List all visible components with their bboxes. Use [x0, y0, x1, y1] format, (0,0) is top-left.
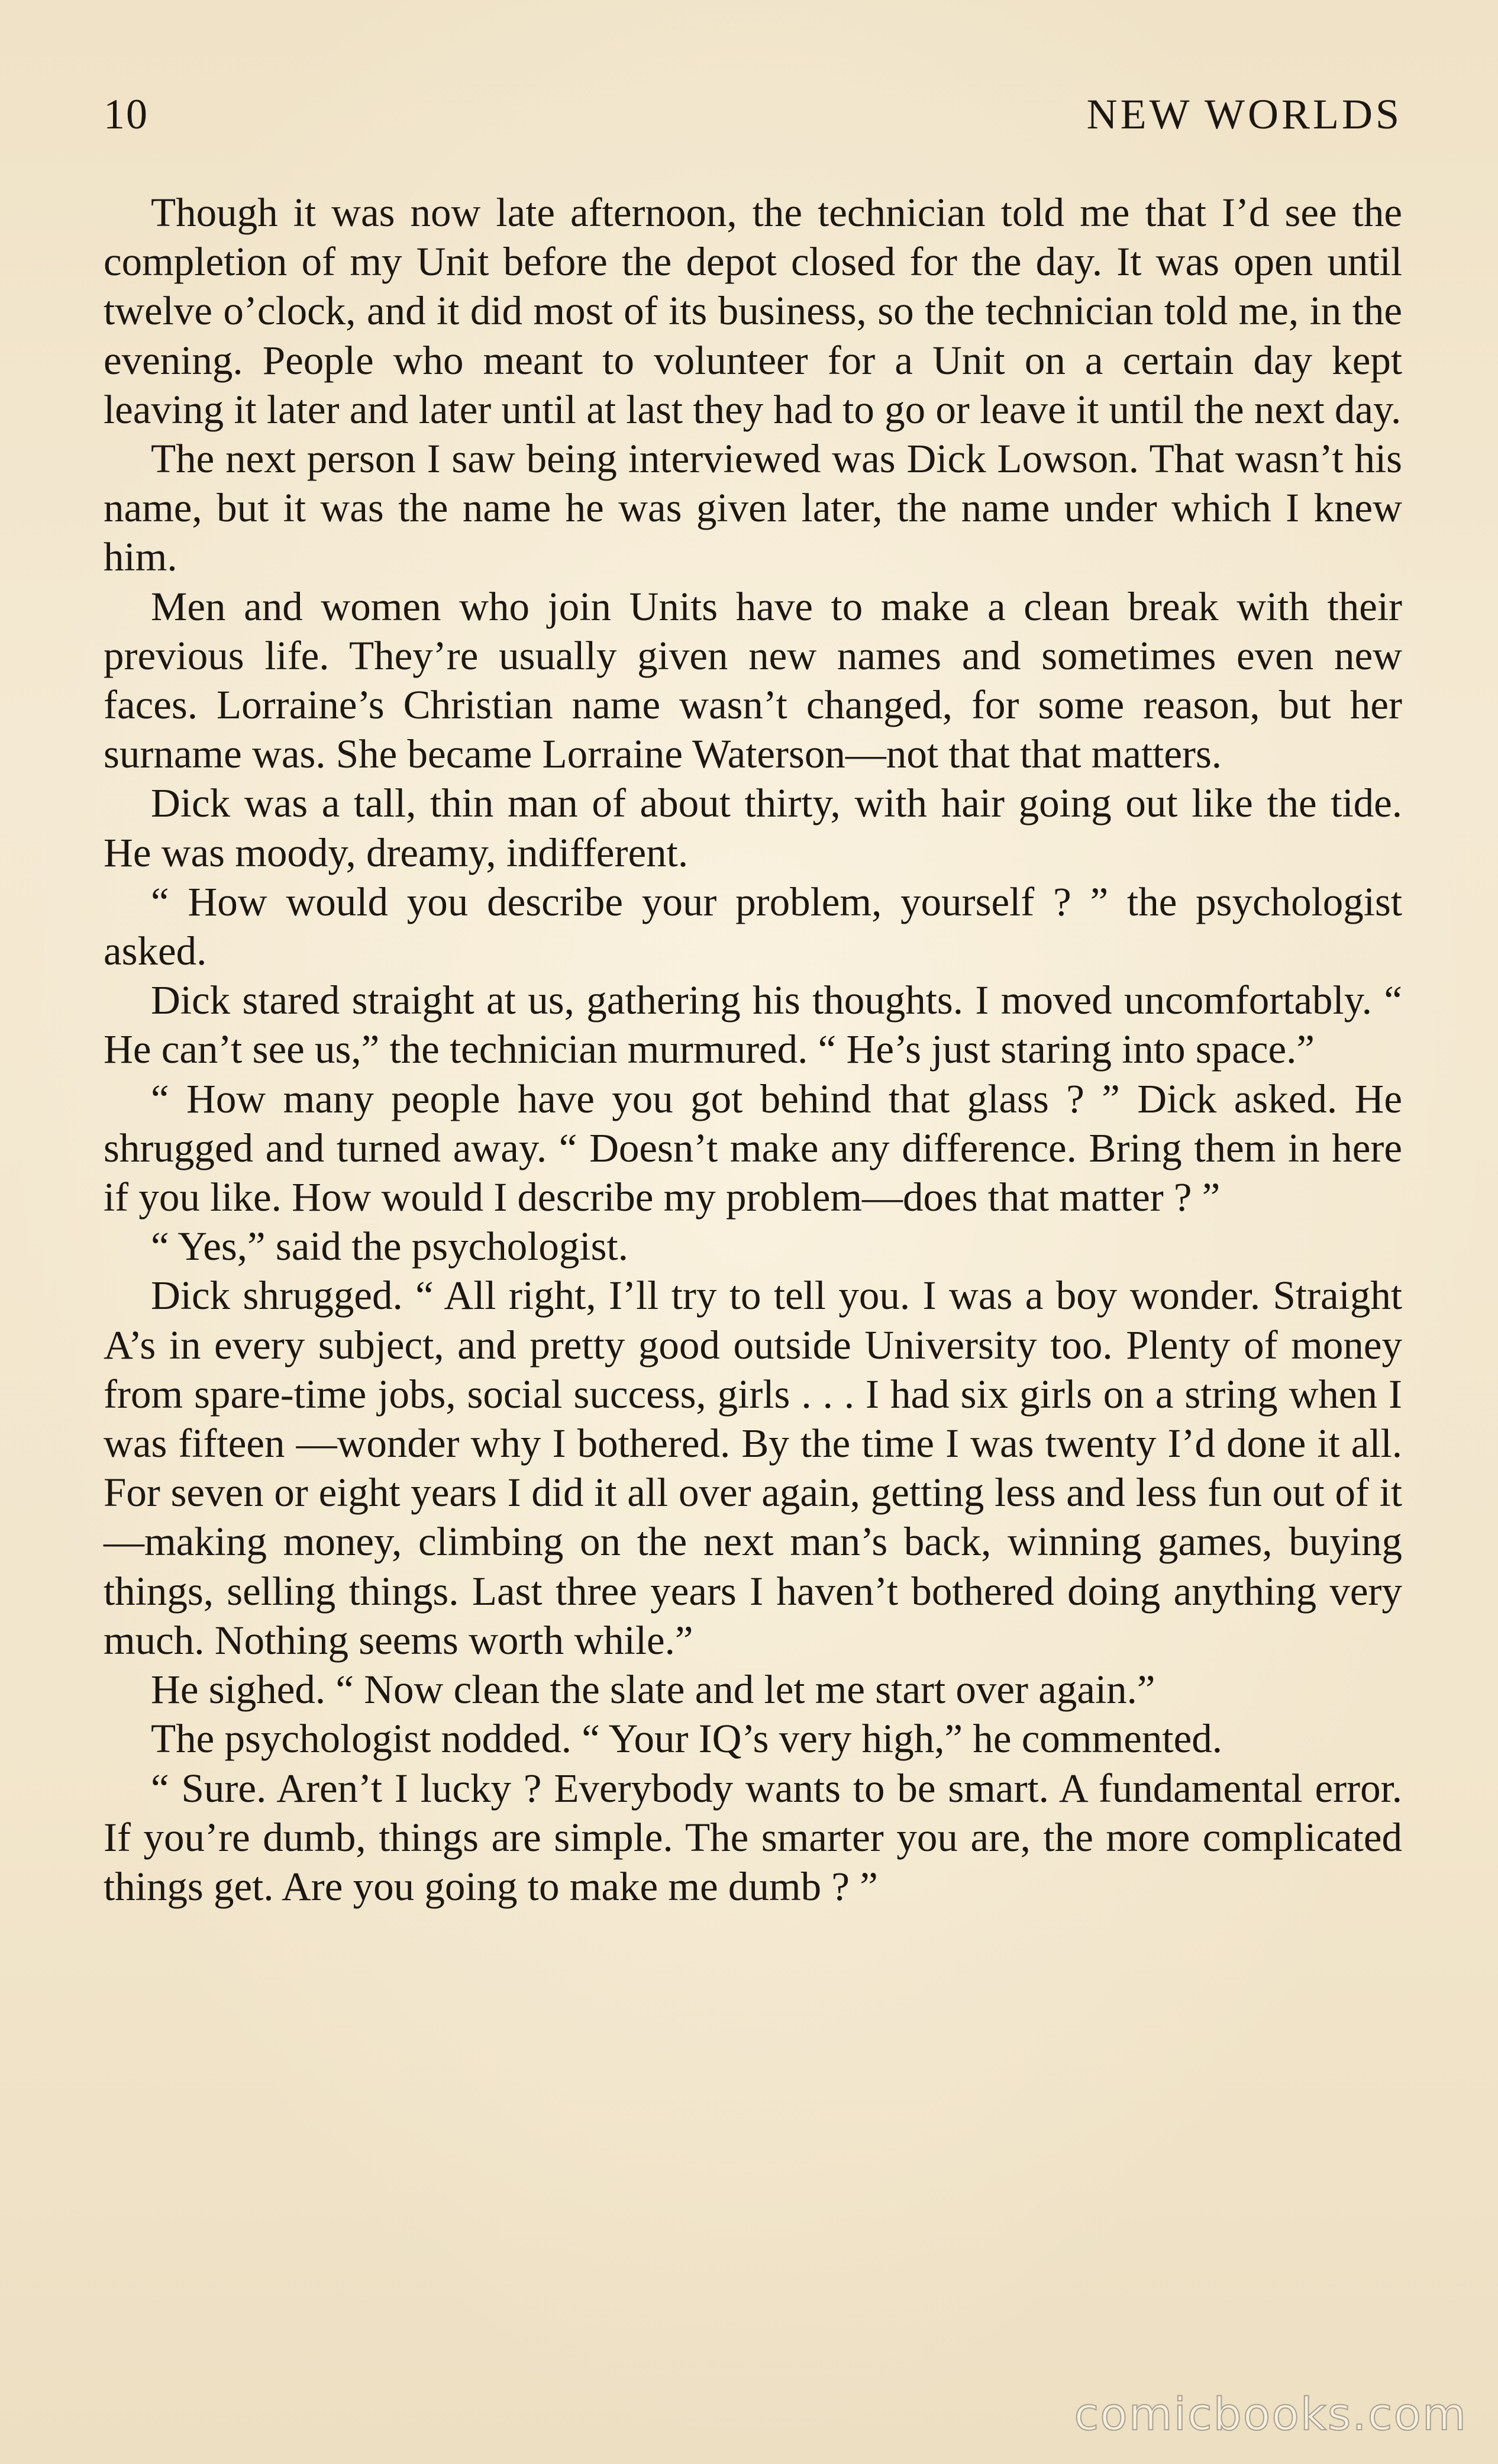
running-title: NEW WORLDS	[1086, 91, 1402, 138]
paragraph: Dick stared straight at us, gathering his thoughts. I moved uncomfortably. “ He can’t see us,” the technician murmured. “ He’s just staring into space.”	[104, 978, 1402, 1072]
paragraph: Though it was now late afternoon, the technician told me that I’d see the completion of my Unit before the depot closed for the day. It was open until twelve o’clock, and it did most of its business, so the technician told me, in the evening. People who meant to volunteer for a Unit on a certain day kept leaving it later and later until at last they had to go or leave it until the next day.	[104, 190, 1402, 432]
paragraph: He sighed. “ Now clean the slate and let me start over again.”	[151, 1667, 1155, 1712]
paragraph: The psychologist nodded. “ Your IQ’s very high,” he commented.	[151, 1716, 1222, 1762]
page-number: 10	[104, 91, 148, 138]
running-head	[104, 88, 1402, 141]
paragraph: “ Sure. Aren’t I lucky ? Everybody wants to be smart. A fundamental error. If you’re dumb, things are simple. The smarter you are, the more complicated things get. Are you going to make me dumb ? ”	[104, 1765, 1402, 1909]
paragraph: Men and women who join Units have to make a clean break with their previous life. They’re usually given new names and sometimes even new faces. Lorraine’s Christian name wasn’t changed, for some reason, but her surname was. She became Lorraine Waterson—not that that matters.	[104, 583, 1402, 777]
paragraph: “ How would you describe your problem, yourself ? ” the psychologist asked.	[104, 879, 1402, 974]
paragraph: “ Yes,” said the psychologist.	[151, 1224, 628, 1269]
paragraph: The next person I saw being interviewed was Dick Lowson. That wasn’t his name, but it was the name he was given later, the name under which I knew him.	[104, 436, 1402, 580]
body-text	[104, 188, 1402, 1911]
paragraph: “ How many people have you got behind that glass ? ” Dick asked. He shrugged and turned away. “ Doesn’t make any difference. Bring them in here if you like. How would I describe my problem—does that matter ? ”	[104, 1076, 1402, 1220]
watermark: comicbooks.com	[1074, 2388, 1467, 2440]
paragraph: Dick was a tall, thin man of about thirty, with hair going out like the tide. He was moody, dreamy, indifferent.	[104, 781, 1402, 875]
paragraph: Dick shrugged. “ All right, I’ll try to tell you. I was a boy wonder. Straight A’s in every subject, and pretty good outside University too. Plenty of money from spare-time jobs, social success, girls . . . I had six girls on a string when I was fifteen —wonder why I bothered. By the time I was twenty I’d done it all. For seven or eight years I did it all over again, getting less and less fun out of it—making money, climbing on the next man’s back, winning games, buying things, selling things. Last three years I haven’t bothered doing anything very much. Nothing seems worth while.”	[104, 1273, 1402, 1663]
